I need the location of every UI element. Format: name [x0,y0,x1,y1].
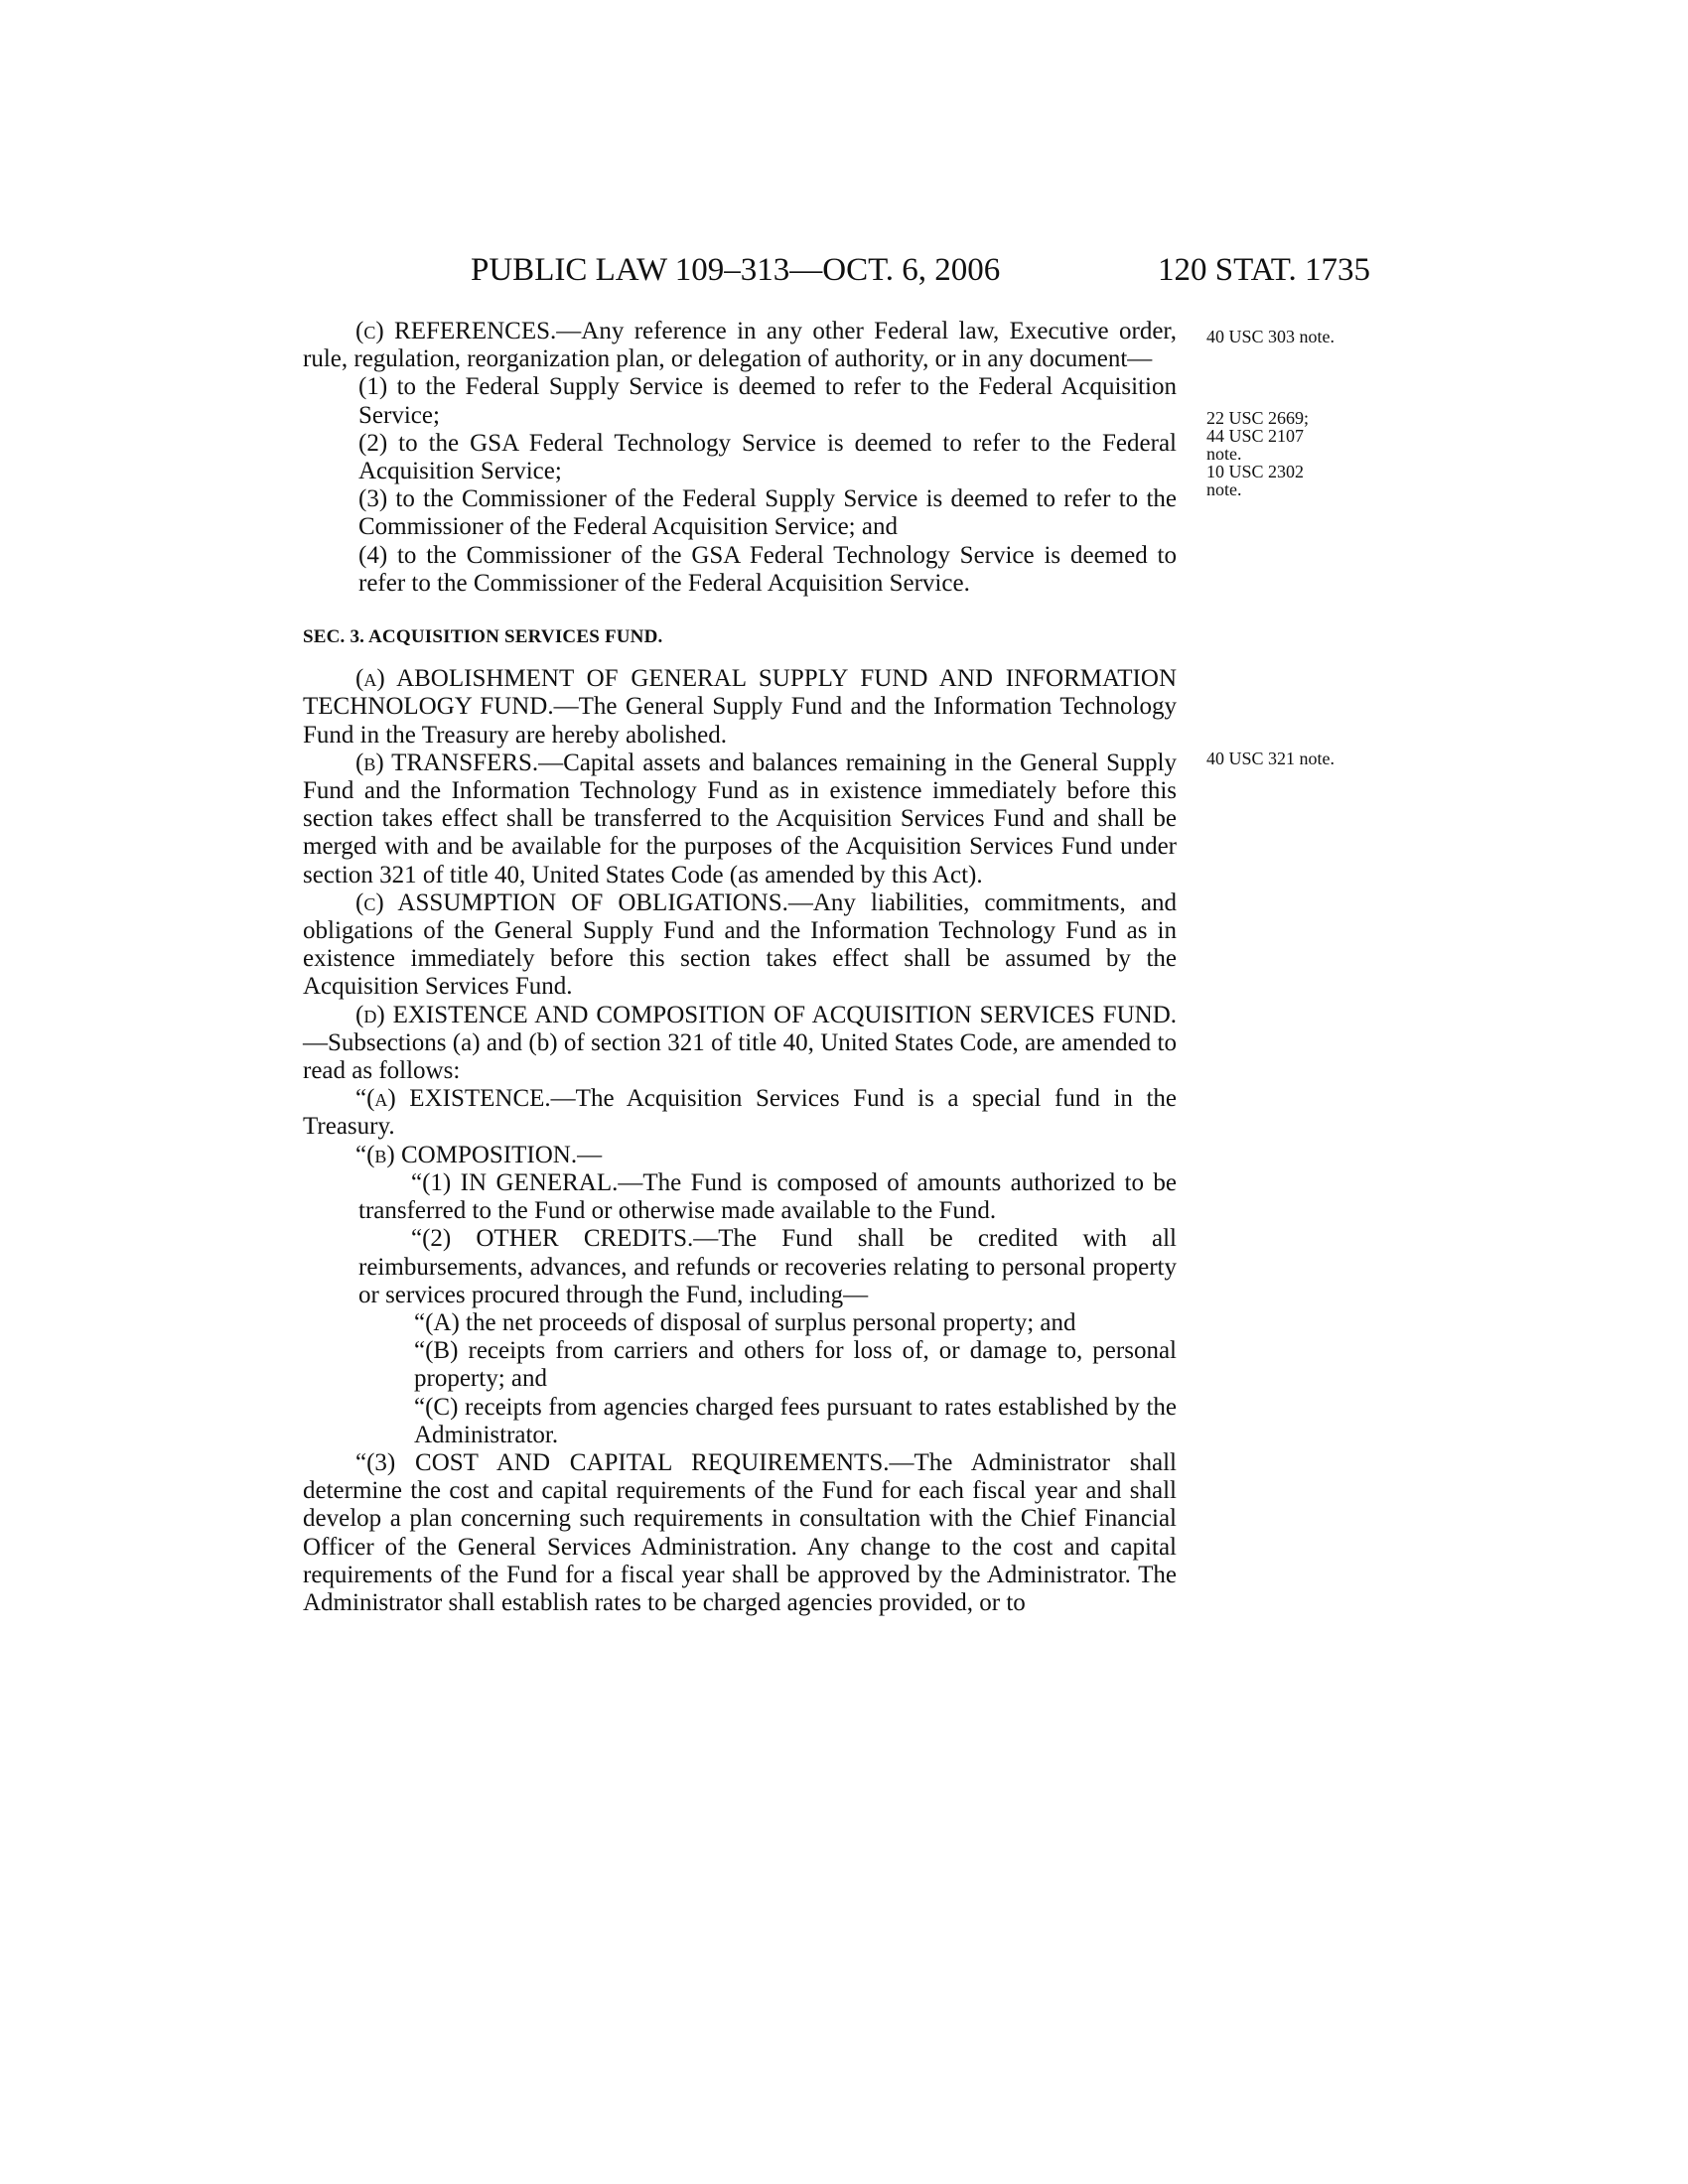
margin-note-text: 40 USC 321 note. [1206,749,1336,768]
quoted-3-text: —The Administrator shall determine the cost and capital requirements of the Fund for each fiscal year and shall develop a plan concerning such requirements in consultation with the Chief Financial Officer of the General Services Administration. Any change to the cost and capital requirements of the Fund for a fiscal year shall be approved by the Administrator. The Administrator shall establish rates to be charged agencies provided, or to [303,1448,1177,1616]
quoted-2-heading: “(2) OTHER CREDITS. [411,1225,694,1253]
sec2-c-items [358,373,1177,598]
quoted-2-C: “(C) receipts from agencies charged fees pursuant to rates established by the Administrator. [414,1393,1177,1448]
quoted-1-text: —The Fund is composed of amounts authorized to be transferred to the Fund or otherwise made available to the Fund. [358,1168,1177,1225]
sec3-d-heading: (d) EXISTENCE AND COMPOSITION OF ACQUISITION SERVICES FUND. [355,1001,1177,1028]
sec3-c-heading: (c) ASSUMPTION OF OBLIGATIONS. [355,888,788,916]
sec2-c-item-2: (2) to the GSA Federal Technology Service is deemed to refer to the Federal Acquisition Service; [358,429,1177,485]
quoted-1-heading: “(1) IN GENERAL. [411,1168,619,1196]
sec3-d [303,1002,1177,1086]
sec3-c-text: —Any liabilities, commitments, and obligations of the General Supply Fund and the Information Technology Fund as in existence immediately before this section takes effect shall be assumed by the Acquisition Services Fund. [303,888,1177,1001]
sec2-c-item-4: (4) to the Commissioner of the GSA Federal Technology Service is deemed to refer to the Commissioner of the Federal Acquisition Service. [358,541,1177,597]
quoted-3-cost-capital [303,1449,1177,1617]
quoted-3-heading: “(3) COST AND CAPITAL REQUIREMENTS. [355,1448,890,1476]
sec2-c-heading: (c) REFERENCES. [355,318,557,344]
quoted-2-subitems [414,1309,1177,1449]
quoted-b-paragraphs [358,1169,1177,1449]
sec3-heading: SEC. 3. ACQUISITION SERVICES FUND. [303,626,663,648]
sec2-c-item-1: (1) to the Federal Supply Service is deemed to refer to the Federal Acquisition Service; [358,373,1177,429]
quoted-2-other-credits [303,1225,1177,1309]
sec2-c-references [303,318,1177,373]
sec3-b-text: —Capital assets and balances remaining in the General Supply Fund and the Information Technology Fund as in existence immediately before this section takes effect shall be transferred to the Acquisition Services Fund and shall be merged with and be available for the purposes of the Acquisition Services Fund under section 321 of title 40, United States Code (as amended by this Act). [303,749,1177,888]
margin-note-40usc321 [1206,750,1395,767]
header-title: PUBLIC LAW 109–313—OCT. 6, 2006 [471,252,1001,288]
margin-note-line: note. [1206,444,1242,464]
sec3-b [303,750,1177,889]
sec3-a-heading: (a) ABOLISHMENT OF GENERAL SUPPLY FUND AND INFORMATION TECHNOLOGY FUND. [303,665,1177,721]
sec3-c [303,889,1177,1002]
margin-note-line: 22 USC 2669; [1206,408,1310,428]
sec2-c-text: —Any reference in any other Federal law, Executive order, rule, regulation, reorganization plan, or delegation of authority, or in any document— [303,318,1177,373]
quoted-2-B: “(B) receipts from carriers and others for loss of, or damage to, personal property; and [414,1337,1177,1393]
quoted-1-in-general [303,1169,1177,1225]
margin-note-40usc303 [1206,328,1395,345]
quoted-2-text: —The Fund shall be credited with all reimbursements, advances, and refunds or recoveries relating to personal property or services procured through the Fund, including— [358,1225,1177,1308]
sec2-c-item-3: (3) to the Commissioner of the Federal Supply Service is deemed to refer to the Commissioner of the Federal Acquisition Service; and [358,485,1177,541]
sec3-b-heading: (b) TRANSFERS. [355,749,539,776]
header-stat-citation: 120 STAT. 1735 [1157,252,1370,288]
sec3-a-text: —The General Supply Fund and the Information Technology Fund in the Treasury are hereby abolished. [303,693,1178,749]
sec3-a [303,665,1177,750]
margin-note-line: 10 USC 2302 [1206,462,1305,481]
quoted-b-text: — [577,1141,603,1168]
quoted-b-composition [303,1142,1177,1169]
quoted-2-A: “(A) the net proceeds of disposal of surplus personal property; and [414,1308,1076,1336]
margin-note-usc-references [1206,409,1395,498]
margin-note-line: 44 USC 2107 [1206,426,1305,446]
document-body [303,318,1177,1617]
margin-note-line: note. [1206,479,1242,499]
quoted-a-heading: “(a) EXISTENCE. [355,1085,551,1113]
quoted-a-existence [303,1085,1177,1141]
sec3-d-text: —Subsections (a) and (b) of section 321 of title 40, United States Code, are amended to read as follows: [303,1028,1177,1085]
quoted-a-text: —The Acquisition Services Fund is a special fund in the Treasury. [303,1085,1178,1141]
quoted-b-heading: “(b) COMPOSITION. [355,1141,578,1168]
margin-note-text: 40 USC 303 note. [1206,327,1336,346]
